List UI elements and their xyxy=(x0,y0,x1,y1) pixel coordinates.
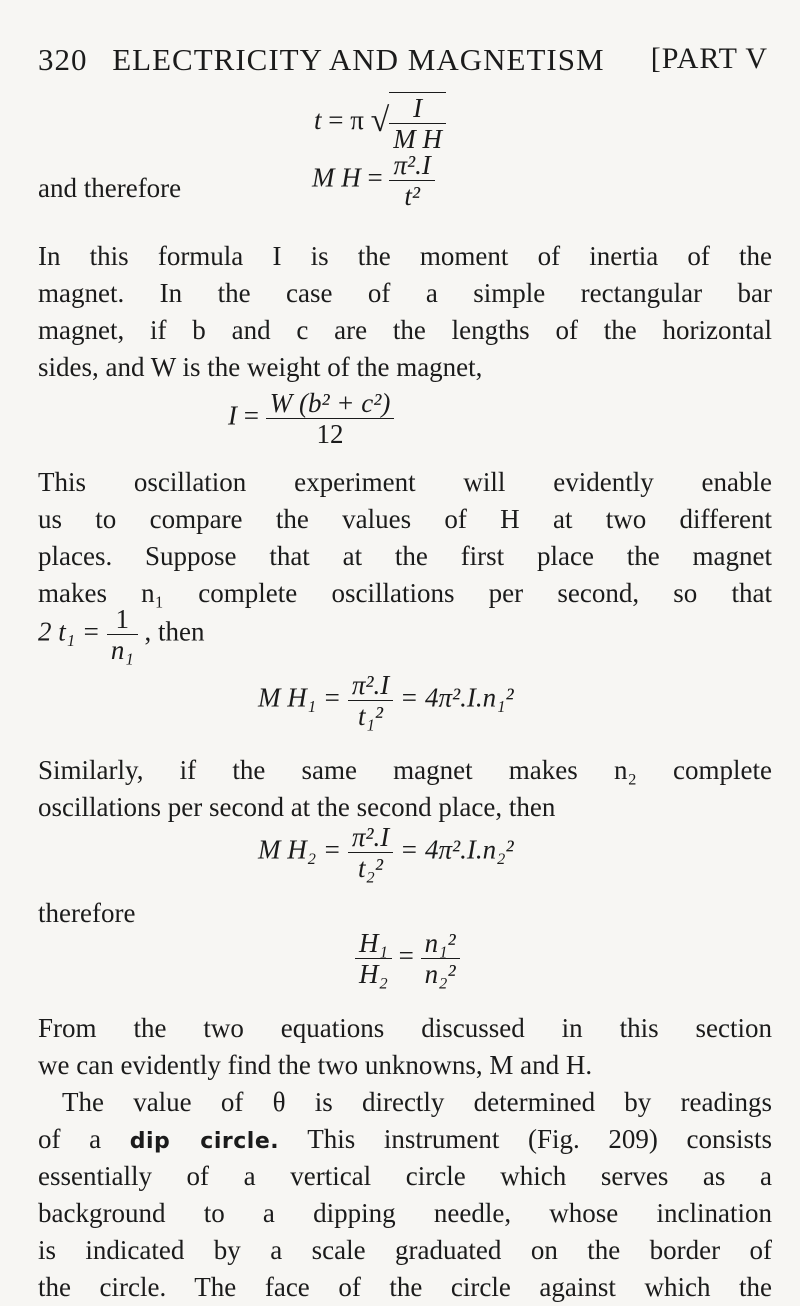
mh1-rhs: = 4π².I.n₁² xyxy=(399,682,514,713)
mh2-lhs: M H₂ = xyxy=(258,834,342,865)
paragraph-5-line-3: essentially of a vertical circle which serves as a xyxy=(38,1161,772,1191)
fraction-denominator: M H xyxy=(393,124,443,154)
paragraph-5-line-4: background to a dipping needle, whose inclination xyxy=(38,1198,772,1228)
fraction-denominator: H₂ xyxy=(359,959,388,989)
fraction-numerator: W (b² + c²) xyxy=(266,388,395,419)
paragraph-4-line-1: From the two equations discussed in this section xyxy=(38,1013,772,1043)
fraction-denominator: n₂² xyxy=(424,959,456,989)
mh-fraction xyxy=(389,150,434,211)
sqrt-fraction xyxy=(389,92,446,154)
paragraph-2-line-2: us to compare the values of H at two different xyxy=(38,504,772,534)
paragraph-1-line-4: sides, and W is the weight of the magnet, xyxy=(38,352,483,382)
fraction-numerator: 1 xyxy=(107,604,138,635)
part-label: [PART V xyxy=(650,42,768,75)
fraction-numerator: π².I xyxy=(348,670,393,701)
sqrt-sign: √ xyxy=(370,102,390,140)
fraction-denominator: t₁² xyxy=(358,701,384,731)
t1-equation xyxy=(38,604,205,665)
book-title: ELECTRICITY AND MAGNETISM xyxy=(112,42,605,77)
mh1-equation xyxy=(258,670,514,731)
fraction-numerator: π².I xyxy=(389,150,434,181)
and-therefore-label: and therefore xyxy=(38,173,182,203)
n-ratio xyxy=(421,928,460,989)
running-header xyxy=(38,42,768,78)
paragraph-5-line-5: is indicated by a scale graduated on the border of xyxy=(38,1235,772,1265)
mh2-equation xyxy=(258,822,514,883)
paragraph-5-line-6: the circle. The face of the circle against which the xyxy=(38,1272,772,1302)
paragraph-1-line-2: magnet. In the case of a simple rectangular bar xyxy=(38,278,772,308)
mh2-rhs: = 4π².I.n₂² xyxy=(399,834,514,865)
paragraph-3-line-1: Similarly, if the same magnet makes n₂ complete xyxy=(38,755,772,785)
paragraph-1-line-1: In this formula I is the moment of inertia of the xyxy=(38,241,772,271)
fraction-numerator: π².I xyxy=(348,822,393,853)
fraction-denominator: n₁ xyxy=(110,635,134,665)
mh-lhs: M H xyxy=(312,162,361,193)
fraction-numerator: n₁² xyxy=(421,928,460,959)
mh1-lhs: M H₁ = xyxy=(258,682,342,713)
paragraph-2-line-4: makes n₁ complete oscillations per second, so that xyxy=(38,578,772,608)
mh1-fraction xyxy=(348,670,393,731)
therefore-label: therefore xyxy=(38,898,136,928)
fraction-denominator: t₂² xyxy=(358,853,384,883)
text-fragment: of a xyxy=(38,1124,130,1154)
inertia-fraction xyxy=(266,388,395,449)
page-number: 320 xyxy=(38,42,88,77)
t1-fraction xyxy=(107,604,138,665)
paragraph-2-line-3: places. Suppose that at the first place the magnet xyxy=(38,541,772,571)
paragraph-3-line-2: oscillations per second at the second place, then xyxy=(38,792,556,822)
period-equation xyxy=(314,92,446,154)
fraction-numerator: H₁ xyxy=(355,928,392,959)
ratio-equation xyxy=(355,928,460,989)
fraction-denominator: 12 xyxy=(316,419,344,449)
paragraph-1-line-3: magnet, if b and c are the lengths of the horizontal xyxy=(38,315,772,345)
paragraph-4-line-2: we can evidently find the two unknowns, M and H. xyxy=(38,1050,593,1080)
inertia-lhs: I xyxy=(228,400,237,431)
paragraph-5-line-1: The value of θ is directly determined by readings xyxy=(62,1087,772,1117)
then-label: , then xyxy=(144,616,205,647)
mh2-fraction xyxy=(348,822,393,883)
text-fragment: This instrument (Fig. 209) consists xyxy=(279,1124,772,1154)
inertia-equation: I = $\frac{\text{W (b² + c²)}}{12}$ xyxy=(228,388,394,449)
dip-circle-term: dip circle. xyxy=(129,1129,280,1154)
fraction-numerator: I xyxy=(389,93,446,124)
paragraph-2-line-1: This oscillation experiment will evidently enable xyxy=(38,467,772,497)
fraction-denominator: t² xyxy=(404,181,420,211)
paragraph-5-line-2 xyxy=(38,1121,772,1160)
mh-equation: M H = $\frac{\text{π².I}}{\text{t²}}$ xyxy=(312,150,435,211)
t-symbol: t xyxy=(314,105,322,136)
t1-lhs: 2 t₁ = xyxy=(38,616,101,647)
equals-pi: = π xyxy=(328,105,364,136)
equals-sign: = xyxy=(398,940,414,971)
h-ratio xyxy=(355,928,392,989)
